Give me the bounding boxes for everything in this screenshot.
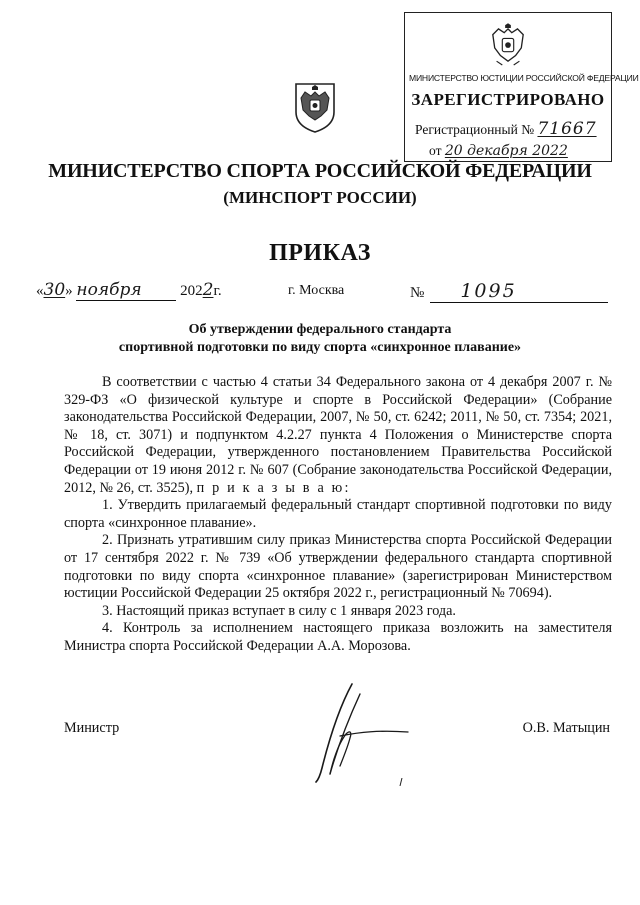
stamp-reg-label: Регистрационный №: [415, 122, 535, 137]
order-body: [64, 374, 612, 656]
order-item-3: 3. Настоящий приказ вступает в силу с 1 января 2023 года.: [102, 602, 456, 619]
order-word: п р и к а з ы в а ю:: [196, 479, 351, 496]
preamble-paragraph: [64, 374, 612, 497]
quote-close: »: [65, 283, 73, 299]
preamble-text: В соответствии с частью 4 статьи 34 Федерального закона от 4 декабря 2007 г. № 329-ФЗ «О физической культуре и спорте в Российской Федерации» (Собрание законодательства Российской Федерации, 2007, № 50, ст. 6242; 2011, № 50, ст. 7354; 2021, № 18, ст. 3071) и подпунктом 4.2.27 пункта 4 Положения о Министерстве спорта Российской Федерации, утвержденного постановлением Правительства Российской Федерации от 19 июня 2012 г. № 607 (Собрание законодательства Российской Федерации, 2012, № 26, ст. 3525),: [64, 374, 612, 496]
order-number: 1095: [460, 280, 517, 302]
coat-of-arms-icon: [292, 78, 338, 134]
order-date: [36, 280, 222, 301]
ministry-title: МИНИСТЕРСТВО СПОРТА РОССИЙСКОЙ ФЕДЕРАЦИИ: [48, 160, 592, 182]
order-month: ноября: [76, 280, 142, 300]
order-item-1: 1. Утвердить прилагаемый федеральный стандарт спортивной подготовки по виду спорта «синхронное плавание».: [64, 497, 612, 531]
registration-stamp: [404, 12, 639, 162]
order-item-2: 2. Признать утратившим силу приказ Министерства спорта Российской Федерации от 17 сентября 2022 г. № 739 «Об утверждении федерального стандарта спортивной подготовки по виду спорта «синхронное плавание» (зарегистрирован Министерством юстиции Российской Федерации 25 октября 2022 г., регистрационный № 70694).: [64, 532, 612, 602]
order-city: г. Москва: [288, 283, 345, 298]
order-subject: [0, 321, 640, 357]
order-number-line: [410, 280, 608, 303]
order-day: 30: [43, 280, 66, 300]
coat-of-arms-icon: [489, 23, 527, 69]
subject-line-1: Об утверждении федерального стандарта: [188, 322, 452, 337]
stamp-date-value: 20 декабря 2022: [444, 143, 568, 159]
order-year-suffix: г.: [213, 283, 222, 299]
order-item-4: 4. Контроль за исполнением настоящего приказа возложить на заместителя Министра спорта Российской Федерации А.А. Морозова.: [64, 620, 612, 654]
signer-name: О.В. Матыцин: [522, 720, 610, 736]
stamp-date-prefix: от: [429, 143, 442, 158]
stamp-registered-label: ЗАРЕГИСТРИРОВАНО: [411, 90, 605, 109]
order-year-hand: 2: [202, 280, 214, 300]
stamp-registration-line: [415, 119, 597, 139]
pen-mark: [399, 778, 403, 786]
quote-open: «: [36, 283, 44, 299]
stamp-reg-number: 71667: [537, 119, 597, 139]
stamp-ministry-name: МИНИСТЕРСТВО ЮСТИЦИИ РОССИЙСКОЙ ФЕДЕРАЦИИ: [409, 73, 639, 83]
subject-line-2: спортивной подготовки по виду спорта «синхронное плавание»: [118, 340, 522, 355]
order-year-prefix: 202: [180, 283, 203, 299]
stamp-date-line: [429, 143, 568, 159]
ministry-short-name: (МИНСПОРТ РОССИИ): [223, 188, 417, 207]
signer-title: Министр: [64, 720, 120, 736]
document-type-title: ПРИКАЗ: [269, 240, 371, 266]
order-number-label: №: [410, 285, 425, 301]
